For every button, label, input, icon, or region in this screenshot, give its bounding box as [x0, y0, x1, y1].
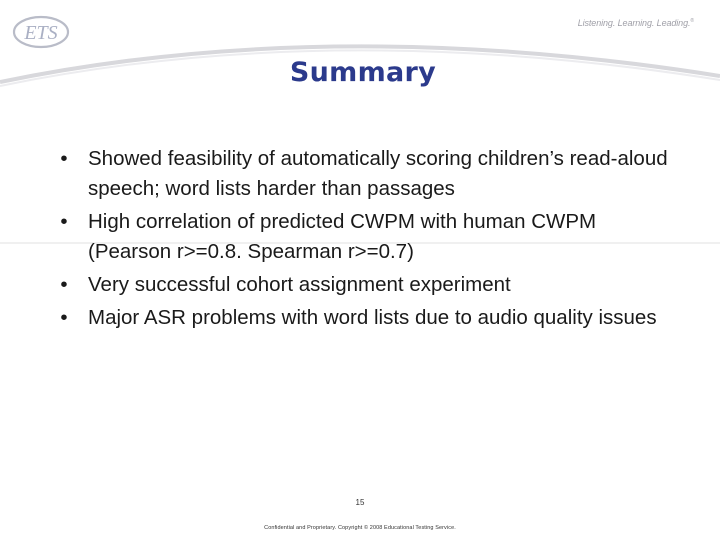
bullet-text: Major ASR problems with word lists due to audio quality issues — [88, 306, 657, 329]
bullet-item — [56, 270, 676, 300]
logo-text: ETS — [24, 22, 58, 44]
bullet-marker: • — [60, 273, 68, 296]
tagline-text: Listening. Learning. Leading. — [577, 18, 691, 28]
bullet-text: High correlation of predicted CWPM with human CWPM (Pearson r>=0.8. Spearman r>=0.7) — [88, 210, 597, 263]
bullet-item — [56, 303, 676, 333]
footer-copyright: Confidential and Proprietary. Copyright © 2008 Educational Testing Service. — [264, 525, 456, 531]
page-number: 15 — [355, 498, 365, 507]
bullet-item — [56, 144, 676, 204]
bullet-marker: • — [60, 306, 68, 329]
bullet-item — [56, 207, 676, 267]
tagline-registered-mark: ® — [690, 18, 694, 24]
bullet-list — [56, 144, 676, 336]
bullet-text: Showed feasibility of automatically scoring children’s read-aloud speech; word lists harder than passages — [88, 147, 668, 200]
ets-logo — [12, 12, 76, 52]
tagline — [578, 18, 694, 28]
bullet-marker: • — [60, 210, 68, 233]
bullet-text: Very successful cohort assignment experiment — [88, 273, 511, 296]
bullet-marker: • — [60, 147, 68, 170]
slide-title: Summary — [289, 57, 437, 88]
